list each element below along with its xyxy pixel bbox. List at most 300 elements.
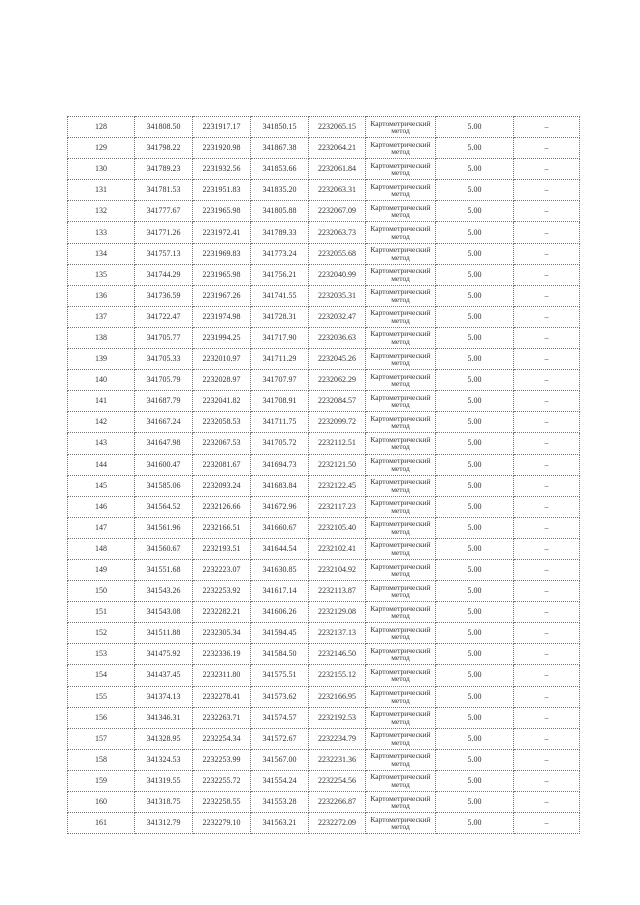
description-cell: – bbox=[514, 306, 580, 327]
description-cell: – bbox=[514, 433, 580, 454]
method-cell: Картометрический метод bbox=[366, 813, 436, 834]
y-coordinate-cell: 2232041.82 bbox=[193, 391, 251, 412]
method-cell: Картометрический метод bbox=[366, 538, 436, 559]
x-coordinate-cell: 341319.55 bbox=[135, 770, 193, 791]
y-coordinate-cell: 2231967.26 bbox=[193, 285, 251, 306]
table-row bbox=[68, 180, 580, 201]
point-number-cell: 144 bbox=[68, 454, 135, 475]
point-number-cell: 151 bbox=[68, 602, 135, 623]
point-number-cell: 152 bbox=[68, 623, 135, 644]
x-coordinate-cell: 341771.26 bbox=[135, 222, 193, 243]
precision-cell: 5.00 bbox=[436, 602, 514, 623]
precision-cell: 5.00 bbox=[436, 559, 514, 580]
y-coordinate-cell: 2232126.66 bbox=[193, 496, 251, 517]
x-coordinate-cell: 341777.67 bbox=[135, 201, 193, 222]
x-coordinate-2-cell: 341705.72 bbox=[251, 433, 309, 454]
precision-cell: 5.00 bbox=[436, 412, 514, 433]
y-coordinate-cell: 2232253.92 bbox=[193, 581, 251, 602]
y-coordinate-cell: 2231974.98 bbox=[193, 306, 251, 327]
method-cell: Картометрический метод bbox=[366, 243, 436, 264]
y-coordinate-2-cell: 2232129.08 bbox=[309, 602, 366, 623]
x-coordinate-2-cell: 341728.31 bbox=[251, 306, 309, 327]
method-cell: Картометрический метод bbox=[366, 581, 436, 602]
method-cell: Картометрический метод bbox=[366, 707, 436, 728]
y-coordinate-cell: 2232253.99 bbox=[193, 749, 251, 770]
table-row bbox=[68, 770, 580, 791]
precision-cell: 5.00 bbox=[436, 454, 514, 475]
description-cell: – bbox=[514, 159, 580, 180]
point-number-cell: 148 bbox=[68, 538, 135, 559]
table-row bbox=[68, 792, 580, 813]
description-cell: – bbox=[514, 813, 580, 834]
table-row bbox=[68, 285, 580, 306]
point-number-cell: 143 bbox=[68, 433, 135, 454]
point-number-cell: 137 bbox=[68, 306, 135, 327]
method-cell: Картометрический метод bbox=[366, 285, 436, 306]
y-coordinate-cell: 2232166.51 bbox=[193, 517, 251, 538]
x-coordinate-cell: 341781.53 bbox=[135, 180, 193, 201]
y-coordinate-cell: 2232263.71 bbox=[193, 707, 251, 728]
point-number-cell: 150 bbox=[68, 581, 135, 602]
method-cell: Картометрический метод bbox=[366, 559, 436, 580]
description-cell: – bbox=[514, 475, 580, 496]
method-cell: Картометрический метод bbox=[366, 264, 436, 285]
y-coordinate-cell: 2231917.17 bbox=[193, 117, 251, 138]
precision-cell: 5.00 bbox=[436, 264, 514, 285]
precision-cell: 5.00 bbox=[436, 792, 514, 813]
x-coordinate-cell: 341798.22 bbox=[135, 138, 193, 159]
x-coordinate-2-cell: 341630.85 bbox=[251, 559, 309, 580]
x-coordinate-2-cell: 341554.24 bbox=[251, 770, 309, 791]
x-coordinate-2-cell: 341741.55 bbox=[251, 285, 309, 306]
y-coordinate-cell: 2231972.41 bbox=[193, 222, 251, 243]
table-row bbox=[68, 327, 580, 348]
table-row bbox=[68, 117, 580, 138]
description-cell: – bbox=[514, 707, 580, 728]
table-row bbox=[68, 749, 580, 770]
precision-cell: 5.00 bbox=[436, 496, 514, 517]
x-coordinate-cell: 341667.24 bbox=[135, 412, 193, 433]
x-coordinate-2-cell: 341853.66 bbox=[251, 159, 309, 180]
x-coordinate-cell: 341600.47 bbox=[135, 454, 193, 475]
y-coordinate-2-cell: 2232234.79 bbox=[309, 728, 366, 749]
method-cell: Картометрический метод bbox=[366, 770, 436, 791]
x-coordinate-2-cell: 341694.73 bbox=[251, 454, 309, 475]
point-number-cell: 128 bbox=[68, 117, 135, 138]
precision-cell: 5.00 bbox=[436, 538, 514, 559]
x-coordinate-cell: 341585.06 bbox=[135, 475, 193, 496]
y-coordinate-cell: 2232254.34 bbox=[193, 728, 251, 749]
precision-cell: 5.00 bbox=[436, 285, 514, 306]
point-number-cell: 142 bbox=[68, 412, 135, 433]
precision-cell: 5.00 bbox=[436, 306, 514, 327]
table-row bbox=[68, 496, 580, 517]
precision-cell: 5.00 bbox=[436, 728, 514, 749]
method-cell: Картометрический метод bbox=[366, 644, 436, 665]
description-cell: – bbox=[514, 538, 580, 559]
description-cell: – bbox=[514, 180, 580, 201]
table-row bbox=[68, 813, 580, 834]
x-coordinate-2-cell: 341575.51 bbox=[251, 665, 309, 686]
x-coordinate-cell: 341789.23 bbox=[135, 159, 193, 180]
table-row bbox=[68, 264, 580, 285]
y-coordinate-2-cell: 2232055.68 bbox=[309, 243, 366, 264]
table-row bbox=[68, 391, 580, 412]
precision-cell: 5.00 bbox=[436, 370, 514, 391]
y-coordinate-cell: 2232336.19 bbox=[193, 644, 251, 665]
y-coordinate-cell: 2231994.25 bbox=[193, 327, 251, 348]
precision-cell: 5.00 bbox=[436, 138, 514, 159]
method-cell: Картометрический метод bbox=[366, 792, 436, 813]
x-coordinate-cell: 341324.53 bbox=[135, 749, 193, 770]
method-cell: Картометрический метод bbox=[366, 686, 436, 707]
y-coordinate-cell: 2231965.98 bbox=[193, 264, 251, 285]
y-coordinate-2-cell: 2232040.99 bbox=[309, 264, 366, 285]
method-cell: Картометрический метод bbox=[366, 728, 436, 749]
table-row bbox=[68, 412, 580, 433]
precision-cell: 5.00 bbox=[436, 770, 514, 791]
x-coordinate-2-cell: 341572.67 bbox=[251, 728, 309, 749]
precision-cell: 5.00 bbox=[436, 707, 514, 728]
precision-cell: 5.00 bbox=[436, 180, 514, 201]
point-number-cell: 139 bbox=[68, 349, 135, 370]
point-number-cell: 134 bbox=[68, 243, 135, 264]
description-cell: – bbox=[514, 496, 580, 517]
method-cell: Картометрический метод bbox=[366, 117, 436, 138]
table-row bbox=[68, 517, 580, 538]
precision-cell: 5.00 bbox=[436, 517, 514, 538]
y-coordinate-2-cell: 2232137.13 bbox=[309, 623, 366, 644]
y-coordinate-2-cell: 2232064.21 bbox=[309, 138, 366, 159]
point-number-cell: 131 bbox=[68, 180, 135, 201]
y-coordinate-2-cell: 2232102.41 bbox=[309, 538, 366, 559]
precision-cell: 5.00 bbox=[436, 222, 514, 243]
description-cell: – bbox=[514, 749, 580, 770]
y-coordinate-2-cell: 2232166.95 bbox=[309, 686, 366, 707]
point-number-cell: 153 bbox=[68, 644, 135, 665]
y-coordinate-cell: 2232311.80 bbox=[193, 665, 251, 686]
x-coordinate-cell: 341374.13 bbox=[135, 686, 193, 707]
y-coordinate-2-cell: 2232231.36 bbox=[309, 749, 366, 770]
point-number-cell: 136 bbox=[68, 285, 135, 306]
x-coordinate-2-cell: 341707.97 bbox=[251, 370, 309, 391]
x-coordinate-cell: 341561.96 bbox=[135, 517, 193, 538]
description-cell: – bbox=[514, 644, 580, 665]
table-row bbox=[68, 243, 580, 264]
description-cell: – bbox=[514, 665, 580, 686]
x-coordinate-2-cell: 341850.15 bbox=[251, 117, 309, 138]
x-coordinate-2-cell: 341594.45 bbox=[251, 623, 309, 644]
y-coordinate-cell: 2232305.34 bbox=[193, 623, 251, 644]
precision-cell: 5.00 bbox=[436, 159, 514, 180]
table-row bbox=[68, 454, 580, 475]
x-coordinate-2-cell: 341867.38 bbox=[251, 138, 309, 159]
description-cell: – bbox=[514, 117, 580, 138]
x-coordinate-cell: 341318.75 bbox=[135, 792, 193, 813]
point-number-cell: 130 bbox=[68, 159, 135, 180]
point-number-cell: 149 bbox=[68, 559, 135, 580]
table-row bbox=[68, 475, 580, 496]
y-coordinate-2-cell: 2232117.23 bbox=[309, 496, 366, 517]
x-coordinate-2-cell: 341584.50 bbox=[251, 644, 309, 665]
precision-cell: 5.00 bbox=[436, 581, 514, 602]
y-coordinate-2-cell: 2232061.84 bbox=[309, 159, 366, 180]
x-coordinate-cell: 341543.26 bbox=[135, 581, 193, 602]
precision-cell: 5.00 bbox=[436, 623, 514, 644]
precision-cell: 5.00 bbox=[436, 433, 514, 454]
x-coordinate-2-cell: 341573.62 bbox=[251, 686, 309, 707]
precision-cell: 5.00 bbox=[436, 201, 514, 222]
precision-cell: 5.00 bbox=[436, 686, 514, 707]
description-cell: – bbox=[514, 792, 580, 813]
table-row bbox=[68, 581, 580, 602]
y-coordinate-2-cell: 2232105.40 bbox=[309, 517, 366, 538]
method-cell: Картометрический метод bbox=[366, 412, 436, 433]
method-cell: Картометрический метод bbox=[366, 391, 436, 412]
y-coordinate-2-cell: 2232113.87 bbox=[309, 581, 366, 602]
point-number-cell: 155 bbox=[68, 686, 135, 707]
x-coordinate-2-cell: 341756.21 bbox=[251, 264, 309, 285]
x-coordinate-2-cell: 341672.96 bbox=[251, 496, 309, 517]
y-coordinate-2-cell: 2232062.29 bbox=[309, 370, 366, 391]
y-coordinate-2-cell: 2232065.15 bbox=[309, 117, 366, 138]
x-coordinate-cell: 341757.13 bbox=[135, 243, 193, 264]
x-coordinate-cell: 341312.79 bbox=[135, 813, 193, 834]
y-coordinate-2-cell: 2232099.72 bbox=[309, 412, 366, 433]
y-coordinate-2-cell: 2232266.87 bbox=[309, 792, 366, 813]
precision-cell: 5.00 bbox=[436, 813, 514, 834]
y-coordinate-cell: 2232081.67 bbox=[193, 454, 251, 475]
description-cell: – bbox=[514, 264, 580, 285]
y-coordinate-2-cell: 2232032.47 bbox=[309, 306, 366, 327]
x-coordinate-cell: 341705.33 bbox=[135, 349, 193, 370]
x-coordinate-2-cell: 341711.75 bbox=[251, 412, 309, 433]
point-number-cell: 157 bbox=[68, 728, 135, 749]
y-coordinate-2-cell: 2232146.50 bbox=[309, 644, 366, 665]
method-cell: Картометрический метод bbox=[366, 370, 436, 391]
x-coordinate-cell: 341736.59 bbox=[135, 285, 193, 306]
point-number-cell: 154 bbox=[68, 665, 135, 686]
y-coordinate-2-cell: 2232121.50 bbox=[309, 454, 366, 475]
point-number-cell: 145 bbox=[68, 475, 135, 496]
x-coordinate-2-cell: 341617.14 bbox=[251, 581, 309, 602]
description-cell: – bbox=[514, 602, 580, 623]
x-coordinate-2-cell: 341773.24 bbox=[251, 243, 309, 264]
y-coordinate-2-cell: 2232122.45 bbox=[309, 475, 366, 496]
y-coordinate-2-cell: 2232063.73 bbox=[309, 222, 366, 243]
y-coordinate-2-cell: 2232155.12 bbox=[309, 665, 366, 686]
table-row bbox=[68, 349, 580, 370]
coordinates-table-body bbox=[68, 117, 580, 834]
method-cell: Картометрический метод bbox=[366, 159, 436, 180]
x-coordinate-cell: 341437.45 bbox=[135, 665, 193, 686]
x-coordinate-2-cell: 341660.67 bbox=[251, 517, 309, 538]
point-number-cell: 161 bbox=[68, 813, 135, 834]
y-coordinate-cell: 2232278.41 bbox=[193, 686, 251, 707]
precision-cell: 5.00 bbox=[436, 391, 514, 412]
precision-cell: 5.00 bbox=[436, 117, 514, 138]
x-coordinate-2-cell: 341644.54 bbox=[251, 538, 309, 559]
y-coordinate-2-cell: 2232272.09 bbox=[309, 813, 366, 834]
y-coordinate-2-cell: 2232067.09 bbox=[309, 201, 366, 222]
x-coordinate-2-cell: 341805.88 bbox=[251, 201, 309, 222]
point-number-cell: 133 bbox=[68, 222, 135, 243]
x-coordinate-2-cell: 341563.21 bbox=[251, 813, 309, 834]
description-cell: – bbox=[514, 770, 580, 791]
table-row bbox=[68, 644, 580, 665]
coordinates-table bbox=[67, 116, 580, 834]
point-number-cell: 147 bbox=[68, 517, 135, 538]
table-row bbox=[68, 370, 580, 391]
point-number-cell: 160 bbox=[68, 792, 135, 813]
method-cell: Картометрический метод bbox=[366, 306, 436, 327]
y-coordinate-2-cell: 2232084.57 bbox=[309, 391, 366, 412]
precision-cell: 5.00 bbox=[436, 327, 514, 348]
y-coordinate-cell: 2232258.55 bbox=[193, 792, 251, 813]
y-coordinate-cell: 2231920.98 bbox=[193, 138, 251, 159]
point-number-cell: 158 bbox=[68, 749, 135, 770]
x-coordinate-2-cell: 341789.33 bbox=[251, 222, 309, 243]
table-row bbox=[68, 602, 580, 623]
x-coordinate-cell: 341475.92 bbox=[135, 644, 193, 665]
y-coordinate-2-cell: 2232035.31 bbox=[309, 285, 366, 306]
y-coordinate-cell: 2232255.72 bbox=[193, 770, 251, 791]
table-row bbox=[68, 222, 580, 243]
description-cell: – bbox=[514, 623, 580, 644]
method-cell: Картометрический метод bbox=[366, 496, 436, 517]
precision-cell: 5.00 bbox=[436, 749, 514, 770]
description-cell: – bbox=[514, 201, 580, 222]
method-cell: Картометрический метод bbox=[366, 138, 436, 159]
x-coordinate-2-cell: 341683.84 bbox=[251, 475, 309, 496]
x-coordinate-cell: 341722.47 bbox=[135, 306, 193, 327]
x-coordinate-2-cell: 341553.28 bbox=[251, 792, 309, 813]
table-row bbox=[68, 433, 580, 454]
y-coordinate-2-cell: 2232112.51 bbox=[309, 433, 366, 454]
y-coordinate-2-cell: 2232104.92 bbox=[309, 559, 366, 580]
x-coordinate-cell: 341647.98 bbox=[135, 433, 193, 454]
method-cell: Картометрический метод bbox=[366, 623, 436, 644]
y-coordinate-cell: 2232010.97 bbox=[193, 349, 251, 370]
table-row bbox=[68, 138, 580, 159]
method-cell: Картометрический метод bbox=[366, 517, 436, 538]
y-coordinate-cell: 2231951.83 bbox=[193, 180, 251, 201]
x-coordinate-cell: 341543.08 bbox=[135, 602, 193, 623]
description-cell: – bbox=[514, 327, 580, 348]
point-number-cell: 140 bbox=[68, 370, 135, 391]
x-coordinate-2-cell: 341717.90 bbox=[251, 327, 309, 348]
description-cell: – bbox=[514, 517, 580, 538]
x-coordinate-2-cell: 341574.57 bbox=[251, 707, 309, 728]
precision-cell: 5.00 bbox=[436, 243, 514, 264]
description-cell: – bbox=[514, 728, 580, 749]
point-number-cell: 135 bbox=[68, 264, 135, 285]
description-cell: – bbox=[514, 581, 580, 602]
x-coordinate-cell: 341328.95 bbox=[135, 728, 193, 749]
method-cell: Картометрический метод bbox=[366, 180, 436, 201]
description-cell: – bbox=[514, 686, 580, 707]
point-number-cell: 141 bbox=[68, 391, 135, 412]
precision-cell: 5.00 bbox=[436, 475, 514, 496]
y-coordinate-2-cell: 2232045.26 bbox=[309, 349, 366, 370]
y-coordinate-cell: 2232067.53 bbox=[193, 433, 251, 454]
x-coordinate-cell: 341744.29 bbox=[135, 264, 193, 285]
description-cell: – bbox=[514, 285, 580, 306]
method-cell: Картометрический метод bbox=[366, 475, 436, 496]
x-coordinate-2-cell: 341711.29 bbox=[251, 349, 309, 370]
description-cell: – bbox=[514, 370, 580, 391]
precision-cell: 5.00 bbox=[436, 665, 514, 686]
y-coordinate-cell: 2231969.83 bbox=[193, 243, 251, 264]
y-coordinate-cell: 2232279.10 bbox=[193, 813, 251, 834]
method-cell: Картометрический метод bbox=[366, 349, 436, 370]
y-coordinate-cell: 2232058.53 bbox=[193, 412, 251, 433]
x-coordinate-cell: 341808.50 bbox=[135, 117, 193, 138]
y-coordinate-cell: 2232223.07 bbox=[193, 559, 251, 580]
method-cell: Картометрический метод bbox=[366, 222, 436, 243]
method-cell: Картометрический метод bbox=[366, 454, 436, 475]
y-coordinate-cell: 2231932.56 bbox=[193, 159, 251, 180]
point-number-cell: 146 bbox=[68, 496, 135, 517]
y-coordinate-cell: 2232028.97 bbox=[193, 370, 251, 391]
description-cell: – bbox=[514, 243, 580, 264]
table-row bbox=[68, 623, 580, 644]
x-coordinate-cell: 341705.79 bbox=[135, 370, 193, 391]
x-coordinate-cell: 341346.31 bbox=[135, 707, 193, 728]
x-coordinate-2-cell: 341606.26 bbox=[251, 602, 309, 623]
y-coordinate-2-cell: 2232063.31 bbox=[309, 180, 366, 201]
x-coordinate-cell: 341564.52 bbox=[135, 496, 193, 517]
method-cell: Картометрический метод bbox=[366, 602, 436, 623]
method-cell: Картометрический метод bbox=[366, 433, 436, 454]
x-coordinate-cell: 341560.67 bbox=[135, 538, 193, 559]
method-cell: Картометрический метод bbox=[366, 665, 436, 686]
table-row bbox=[68, 707, 580, 728]
precision-cell: 5.00 bbox=[436, 644, 514, 665]
x-coordinate-cell: 341551.68 bbox=[135, 559, 193, 580]
description-cell: – bbox=[514, 559, 580, 580]
point-number-cell: 156 bbox=[68, 707, 135, 728]
table-row bbox=[68, 538, 580, 559]
x-coordinate-cell: 341511.88 bbox=[135, 623, 193, 644]
table-row bbox=[68, 559, 580, 580]
x-coordinate-cell: 341705.77 bbox=[135, 327, 193, 348]
x-coordinate-2-cell: 341835.20 bbox=[251, 180, 309, 201]
x-coordinate-2-cell: 341708.91 bbox=[251, 391, 309, 412]
point-number-cell: 132 bbox=[68, 201, 135, 222]
table-row bbox=[68, 201, 580, 222]
table-row bbox=[68, 686, 580, 707]
description-cell: – bbox=[514, 454, 580, 475]
y-coordinate-2-cell: 2232036.63 bbox=[309, 327, 366, 348]
y-coordinate-cell: 2232093.24 bbox=[193, 475, 251, 496]
x-coordinate-cell: 341687.79 bbox=[135, 391, 193, 412]
description-cell: – bbox=[514, 138, 580, 159]
x-coordinate-2-cell: 341567.00 bbox=[251, 749, 309, 770]
method-cell: Картометрический метод bbox=[366, 201, 436, 222]
method-cell: Картометрический метод bbox=[366, 749, 436, 770]
point-number-cell: 159 bbox=[68, 770, 135, 791]
table-row bbox=[68, 728, 580, 749]
table-row bbox=[68, 665, 580, 686]
description-cell: – bbox=[514, 391, 580, 412]
point-number-cell: 129 bbox=[68, 138, 135, 159]
precision-cell: 5.00 bbox=[436, 349, 514, 370]
y-coordinate-2-cell: 2232254.56 bbox=[309, 770, 366, 791]
y-coordinate-cell: 2232193.51 bbox=[193, 538, 251, 559]
table-row bbox=[68, 306, 580, 327]
y-coordinate-cell: 2232282.21 bbox=[193, 602, 251, 623]
